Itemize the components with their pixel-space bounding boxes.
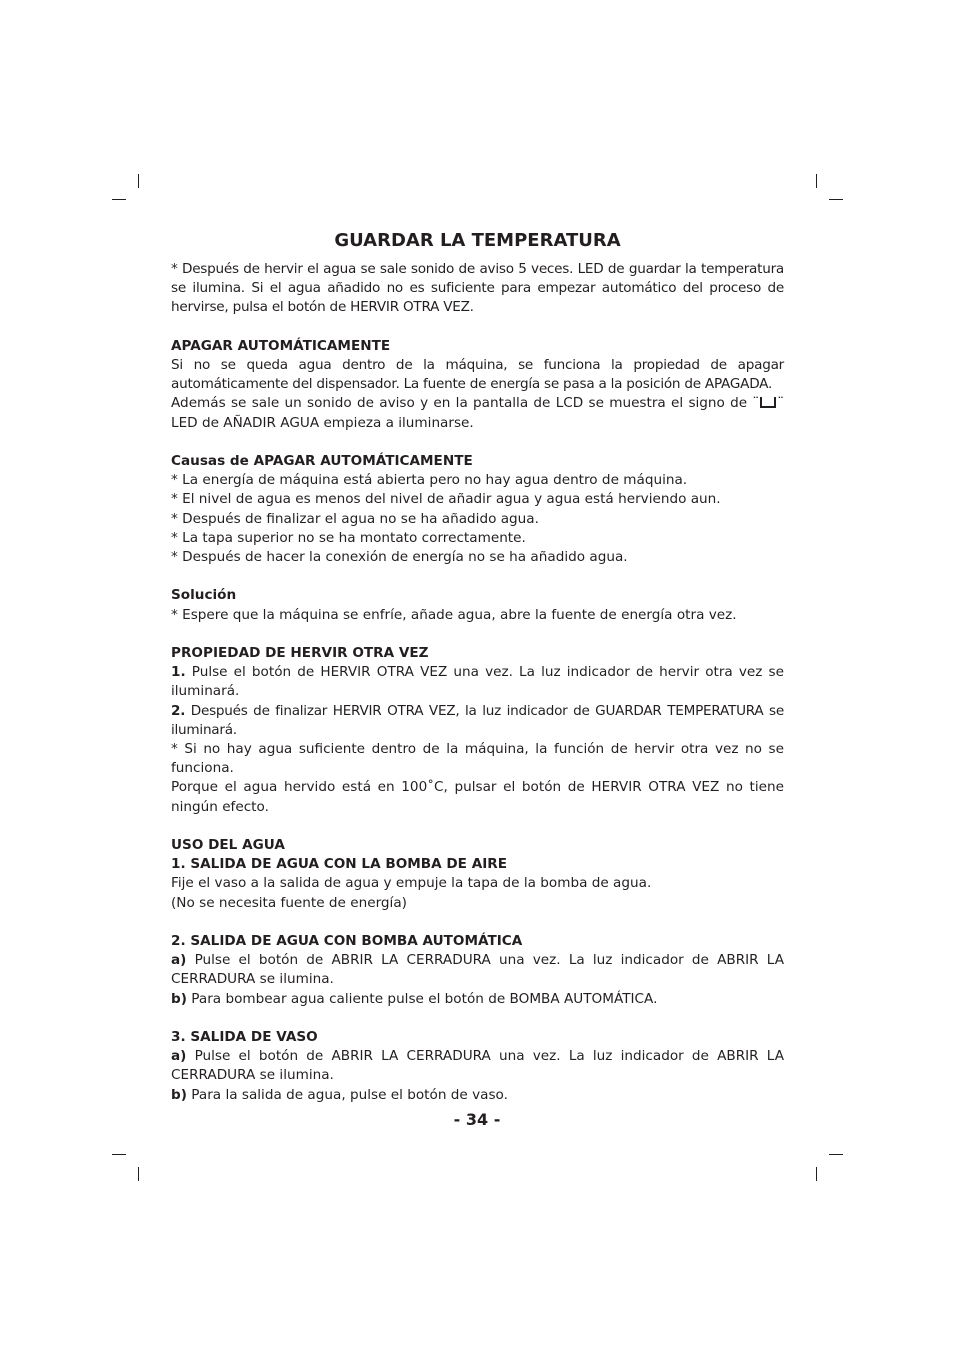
- air-pump-heading: 1. SALIDA DE AGUA CON LA BOMBA DE AIRE: [171, 856, 508, 873]
- crop-mark-bottom-left-vertical: [138, 1167, 139, 1181]
- solution-text: * Espere que la máquina se enfríe, añade agua, abre la fuente de energía otra vez.: [171, 606, 737, 623]
- reboil-note-2: Porque el agua hervido está en 100˚C, pulsar el botón de HERVIR OTRA VEZ no tiene ningún efecto.: [171, 779, 784, 815]
- cause-item: * Después de hacer la conexión de energía no se ha añadido agua.: [171, 549, 628, 566]
- page-content: [171, 229, 784, 1105]
- reboil-note-1: * Si no hay agua suficiente dentro de la máquina, la función de hervir otra vez no se funciona.: [171, 741, 784, 777]
- crop-mark-bottom-left-horizontal: [112, 1154, 126, 1155]
- reboil-heading: PROPIEDAD DE HERVIR OTRA VEZ: [171, 645, 429, 661]
- auto-off-heading: APAGAR AUTOMÁTICAMENTE: [171, 337, 391, 354]
- page-number: - 34 -: [453, 1110, 501, 1129]
- cause-item: * El nivel de agua es menos del nivel de añadir agua y agua está herviendo aun.: [171, 491, 721, 508]
- cup-step-b-label: b): [171, 1086, 187, 1103]
- auto-off-lcd-text-before: Además se sale un sonido de aviso y en la pantalla de LCD se muestra el signo de ¨: [171, 395, 760, 412]
- cause-item: * Después de finalizar el agua no se ha añadido agua.: [171, 510, 539, 527]
- auto-pump-step-b-text: Para bombear agua caliente pulse el botón de BOMBA AUTOMÁTICA.: [191, 990, 658, 1007]
- cause-item: * La tapa superior no se ha montato correctamente.: [171, 529, 526, 546]
- reboil-step-1-text: Pulse el botón de HERVIR OTRA VEZ una vez. La luz indicador de hervir otra vez se iluminará.: [171, 664, 784, 700]
- reboil-step-2: [171, 702, 784, 740]
- cup-step-a-label: a): [171, 1048, 187, 1065]
- crop-mark-top-left-vertical: [138, 174, 139, 188]
- cup-heading: 3. SALIDA DE VASO: [171, 1029, 318, 1046]
- intro-paragraph: * Después de hervir el agua se sale sonido de aviso 5 veces. LED de guardar la temperatura se ilumina. Si el agua añadido no es suficiente para empezar automático del proceso de hervirse, pulsa el botón de HERVIR OTRA VEZ.: [171, 261, 784, 316]
- cause-item: * La energía de máquina está abierta pero no hay agua dentro de máquina.: [171, 472, 688, 489]
- page-title: GUARDAR LA TEMPERATURA: [334, 230, 621, 251]
- auto-off-lcd-line: [171, 394, 784, 432]
- auto-off-lcd-text-after: ¨ LED de AÑADIR AGUA empieza a iluminarse.: [171, 395, 784, 431]
- auto-pump-step-b-label: b): [171, 990, 187, 1007]
- cup-step-a-text: Pulse el botón de ABRIR LA CERRADURA una vez. La luz indicador de ABRIR LA CERRADURA se ilumina.: [171, 1048, 784, 1084]
- cup-step-b-text: Para la salida de agua, pulse el botón de vaso.: [191, 1086, 508, 1103]
- auto-off-text: Si no se queda agua dentro de la máquina, se funciona la propiedad de apagar automáticamente del dispensador. La fuente de energía se pasa a la posición de APAGADA.: [171, 357, 784, 393]
- cup-step-a: [171, 1047, 784, 1085]
- lcd-empty-symbol-icon: [760, 397, 776, 408]
- air-pump-text: Fije el vaso a la salida de agua y empuje la tapa de la bomba de agua.: [171, 875, 652, 892]
- crop-mark-bottom-right-horizontal: [829, 1154, 843, 1155]
- water-use-heading: USO DEL AGUA: [171, 837, 285, 854]
- solution-heading: Solución: [171, 587, 237, 604]
- auto-pump-step-a-label: a): [171, 952, 187, 969]
- crop-mark-top-right-vertical: [816, 174, 817, 188]
- auto-pump-step-a-text: Pulse el botón de ABRIR LA CERRADURA una vez. La luz indicador de ABRIR LA CERRADURA se ilumina.: [171, 952, 784, 988]
- reboil-step-1: [171, 663, 784, 701]
- reboil-step-2-text: Después de finalizar HERVIR OTRA VEZ, la luz indicador de GUARDAR TEMPERATURA se iluminará.: [171, 702, 785, 738]
- cup-step-b: [171, 1086, 784, 1105]
- air-pump-note: (No se necesita fuente de energía): [171, 894, 407, 911]
- auto-pump-step-a: [171, 951, 784, 989]
- crop-mark-top-right-horizontal: [829, 199, 843, 200]
- crop-mark-top-left-horizontal: [112, 199, 126, 200]
- auto-pump-step-b: [171, 990, 784, 1009]
- auto-pump-heading: 2. SALIDA DE AGUA CON BOMBA AUTOMÁTICA: [171, 933, 523, 950]
- reboil-step-2-number: 2.: [171, 702, 186, 719]
- reboil-step-1-number: 1.: [171, 664, 186, 681]
- causes-heading: Causas de APAGAR AUTOMÁTICAMENTE: [171, 453, 473, 469]
- crop-mark-bottom-right-vertical: [816, 1167, 817, 1181]
